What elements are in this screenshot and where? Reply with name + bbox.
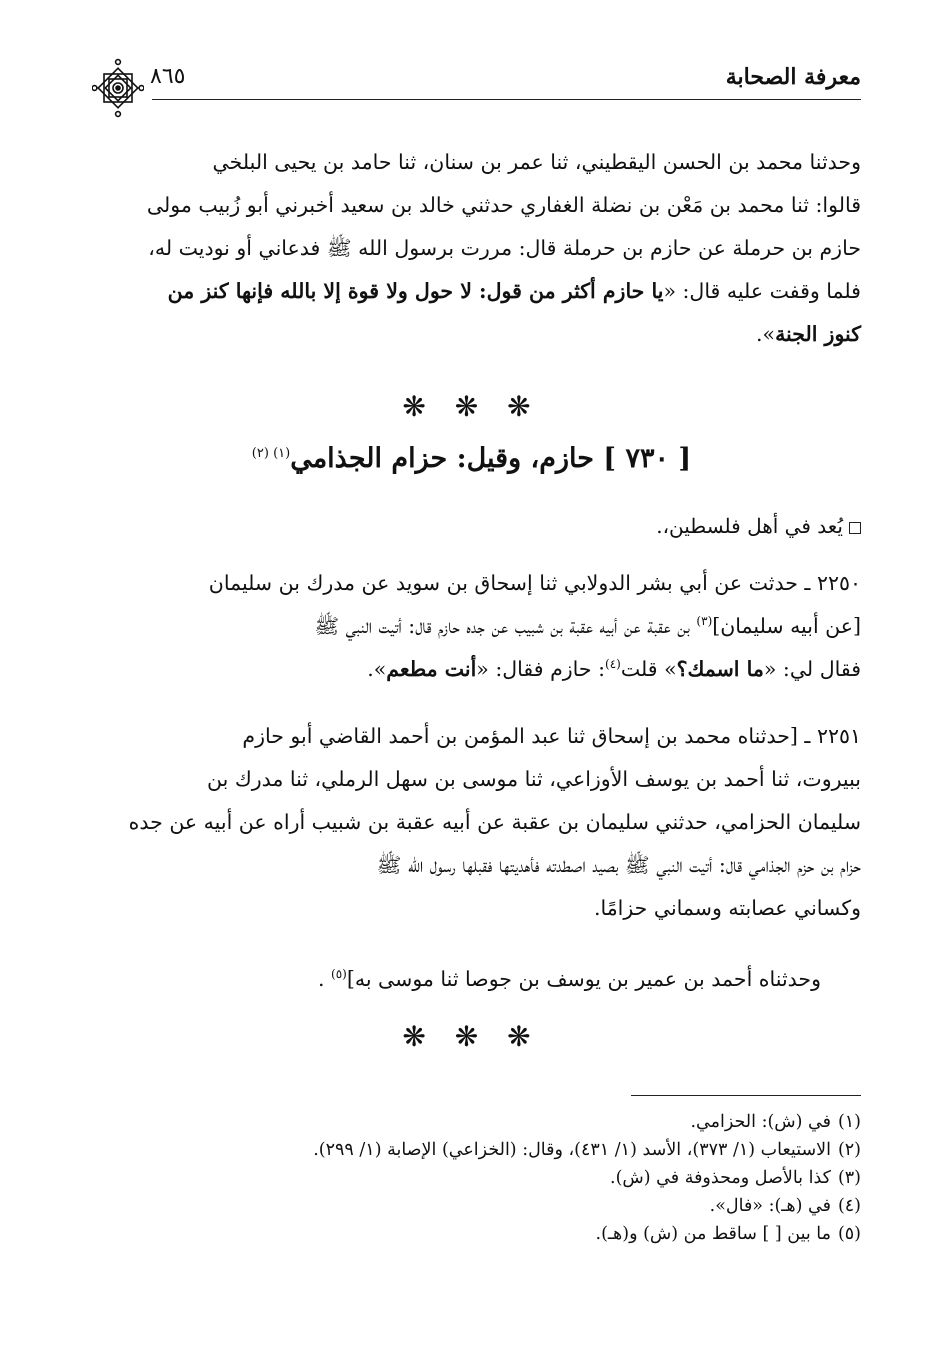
text-line: ببيروت، ثنا أحمد بن يوسف الأوزاعي، ثنا موسى بن سهل الرملي، ثنا مدرك بن [207, 767, 861, 791]
footnote-ref: (٥) [331, 967, 347, 982]
footnotes [82, 1108, 861, 1248]
footnote-rule [631, 1095, 861, 1096]
section-separator: ❋ ❋ ❋ [402, 1020, 541, 1053]
entry-note-text: يُعد في أهل فلسطين،. [656, 514, 843, 538]
octagram-ornament-icon [92, 58, 144, 118]
hadith-2250 [82, 562, 861, 691]
footnote: (٥)ما بين [ ] ساقط من (ش) و(هـ). [595, 1224, 861, 1244]
text-line: سليمان الحزامي، حدثني سليمان بن عقبة عن أبيه عقبة بن شبيب أراه عن أبيه عن جده [128, 810, 861, 834]
text-line: [عن أبيه سليمان]$^{(٣)}$ بن عقبة عن أبيه عقبة بن شبيب عن جده حازم قال: أتيت النبي ﷺ [314, 614, 861, 638]
footnote-ref: (٣) [696, 614, 713, 629]
text-line: وحدثنا محمد بن الحسن اليقطيني، ثنا عمر بن سنان، ثنا حامد بن يحيى البلخي [212, 150, 861, 174]
hadith-2251-chain [82, 958, 861, 1001]
footnote: (٤)في (هـ): «فال». [709, 1196, 861, 1216]
footnote: (٢)الاستيعاب (١/ ٣٧٣)، الأسد (١/ ٤٣١)، وقال: (الخزاعي) الإصابة (١/ ٢٩٩). [313, 1140, 861, 1160]
text-line: فلما وقفت عليه قال: «يا حازم أكثر من قول: لا حول ولا قوة إلا بالله فإنها كنز من [167, 279, 861, 303]
square-bullet-icon [849, 522, 861, 534]
text-line: كنوز الجنة». [756, 322, 861, 346]
hadith-2251 [82, 715, 861, 930]
header-rule [152, 99, 861, 100]
text-line: حازم بن حرملة عن حازم بن حرملة قال: مررت برسول الله ﷺ فدعاني أو نوديت له، [148, 236, 861, 260]
text-line: وحدثناه أحمد بن عمير بن يوسف بن جوصا ثنا موسى به]$^{(٥)}$ . [317, 967, 821, 991]
running-title: معرفة الصحابة [725, 64, 861, 90]
section-separator: ❋ ❋ ❋ [402, 390, 541, 423]
page-number: ٨٦٥ [150, 64, 186, 89]
text-line: قالوا: ثنا محمد بن مَعْن بن نضلة الغفاري حدثني خالد بن سعيد أخبرني أبو زُبيب مولى [146, 193, 861, 217]
text-line: حزام بن حزم الجذامي قال: أتيت النبي ﷺ بصيد اصطدته فأهديتها فقبلها رسول الله ﷺ [376, 853, 861, 877]
entry-note [82, 505, 861, 548]
text-line: ٢٢٥٠ ـ حدثت عن أبي بشر الدولابي ثنا إسحاق بن سويد عن مدرك بن سليمان [208, 571, 861, 595]
text-line: وكساني عصابته وسماني حزامًا. [593, 896, 861, 920]
footnote-ref: (٤) [605, 657, 621, 672]
text-line: فقال لي: «ما اسمك؟» قلت$^{(٤)}$: حازم فقال: «أنت مطعم». [367, 657, 861, 681]
footnote-refs: (١) (٢) [251, 446, 291, 461]
footnote: (٣)كذا بالأصل ومحذوفة في (ش). [610, 1168, 861, 1188]
footnote: (١)في (ش): الحزامي. [690, 1112, 861, 1132]
top-paragraph [82, 141, 861, 356]
text-line: ٢٢٥١ ـ [حدثناه محمد بن إسحاق ثنا عبد المؤمن بن أحمد القاضي أبو حازم [242, 724, 861, 748]
entry-title: [ ٧٣٠ ] حازم، وقيل: حزام الجذامي [290, 443, 692, 474]
page-header [92, 58, 861, 118]
entry-heading [0, 443, 943, 474]
